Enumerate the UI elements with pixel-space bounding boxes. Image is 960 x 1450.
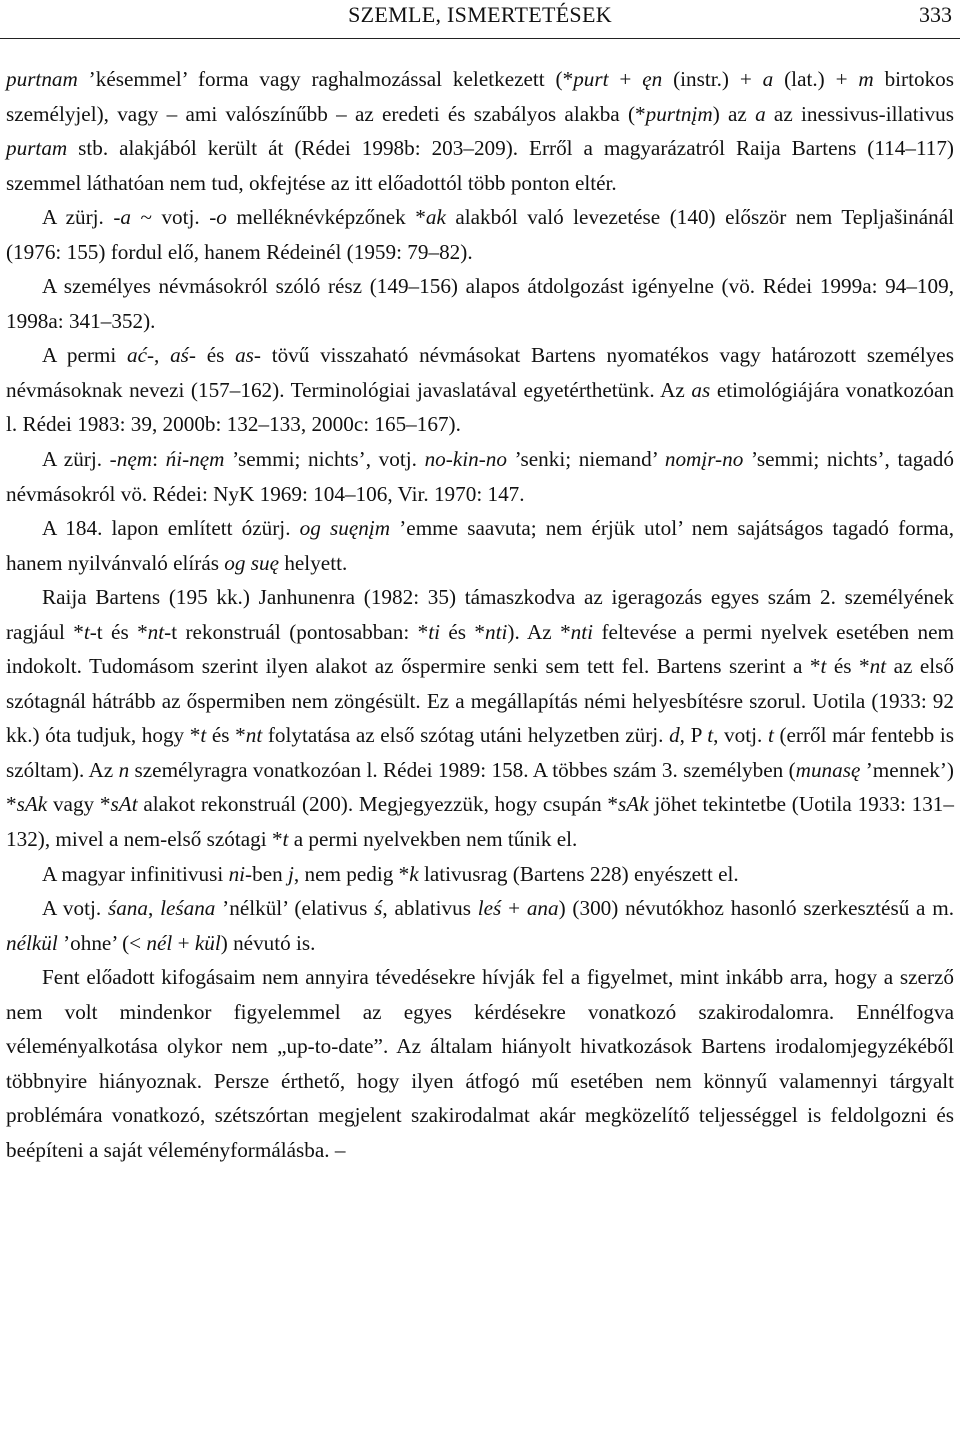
paragraph-10: Fent előadott kifogásaim nem annyira tévedésekre hívják fel a figyelmet, mint inkább arra, hogy a szerző nem volt mindenkor figyelemmel az egyes kérdésekre vonatkozó szakirodalomra. Ennélfogva véleményalkotása olykor nem „up-to-date”. Az általam hiányolt hivatkozások Bartens irodalomjegyzékéből többnyire hiányoznak. Persze érthető, hogy ilyen átfogó mű esetében nem könnyű valamennyi tárgyalt problémára vonatkozó, szétszórtan megjelent szakirodalmat akár megközelítő teljességgel is feldolgozni és beépíteni a saját véleményformálásba. – <box>6 965 954 1162</box>
section-title: SZEMLE, ISMERTETÉSEK <box>348 2 612 27</box>
paragraph-2: A zürj. -a ~ votj. -o melléknévképzőnek *ak alakból való levezetése (140) először nem Tepljašinánál (1976: 155) fordul elő, hanem Rédeinél (1959: 79–82). <box>6 205 954 264</box>
header-rule <box>0 38 960 39</box>
paragraph-6: A 184. lapon említett ózürj. og suęnįm ’emme saavuta; nem érjük utol’ nem sajátságos tagadó forma, hanem nyilvánvaló elírás og suę helyett. <box>6 516 954 575</box>
page-number: 333 <box>919 2 952 27</box>
paragraph-3: A személyes névmásokról szóló rész (149–156) alapos átdolgozást igényelne (vö. Rédei 1999a: 94–109, 1998a: 341–352). <box>6 274 954 333</box>
paragraph-7: Raija Bartens (195 kk.) Janhunenra (1982: 35) támaszkodva az igeragozás egyes szám 2. személyének ragjául *t-t és *nt-t rekonstruál (pontosabban: *ti és *nti). Az *nti feltevése a permi nyelvek esetében nem indokolt. Tudomásom szerint ilyen alakot az őspermire senki sem tett fel. Bartens szerint a *t és *nt az első szótagnál hátrább az őspermiben nem zöngésült. Ez a megállapítás némi helyesbítésre szorul. Uotila (1933: 92 kk.) óta tudjuk, hogy *t és *nt folytatása az első szótag utáni helyzetben zürj. d, P t, votj. t (erről már fentebb is szóltam). Az n személyragra vonatkozóan l. Rédei 1989: 158. A többes szám 3. személyben (munasę ’mennek’) *sAk vagy *sAt alakot rekonstruál (200). Megjegyezzük, hogy csupán *sAk jöhet tekintetbe (Uotila 1933: 131–132), mivel a nem-első szótagi *t a permi nyelvekben nem tűnik el. <box>6 585 955 852</box>
paragraph-1: purtnam ’késemmel’ forma vagy raghalmozással keletkezett (*purt + ęn (instr.) + a (lat.) + m birtokos személyjel), vagy – ami valószínűbb – az eredeti és szabályos alakba (*purtnįm) az a az inessivus-illativus purtam stb. alakjából került át (Rédei 1998b: 203–209). Erről a magyarázatról Raija Bartens (114–117) szemmel láthatóan nem tud, okfejtése az itt előadottól több ponton eltér. <box>6 67 955 195</box>
paragraph-4: A permi ać-, aś- és as- tövű visszaható névmásokat Bartens nyomatékos vagy határozott személyes névmásoknak nevezi (157–162). Terminológiai javaslatával egyetérthetünk. Az as etimológiájára vonatkozóan l. Rédei 1983: 39, 2000b: 132–133, 2000c: 165–167). <box>6 343 955 437</box>
paragraph-8: A magyar infinitivusi ni-ben j, nem pedig *k lativusrag (Bartens 228) enyészett el. <box>42 861 739 886</box>
paragraph-5: A zürj. -nęm: ńi-nęm ’semmi; nichts’, votj. no-kin-no ’senki; niemand’ nomįr-no ’semmi; nichts’, tagadó névmásokról vö. Rédei: NyK 1969: 104–106, Vir. 1970: 147. <box>6 447 954 506</box>
article-body <box>6 62 954 1168</box>
running-header <box>0 0 960 38</box>
paragraph-9: A votj. śana, leśana ’nélkül’ (elativus ś, ablativus leś + ana) (300) névutókhoz hasonló szerkesztésű a m. nélkül ’ohne’ (< nél + kül) névutó is. <box>6 896 955 955</box>
